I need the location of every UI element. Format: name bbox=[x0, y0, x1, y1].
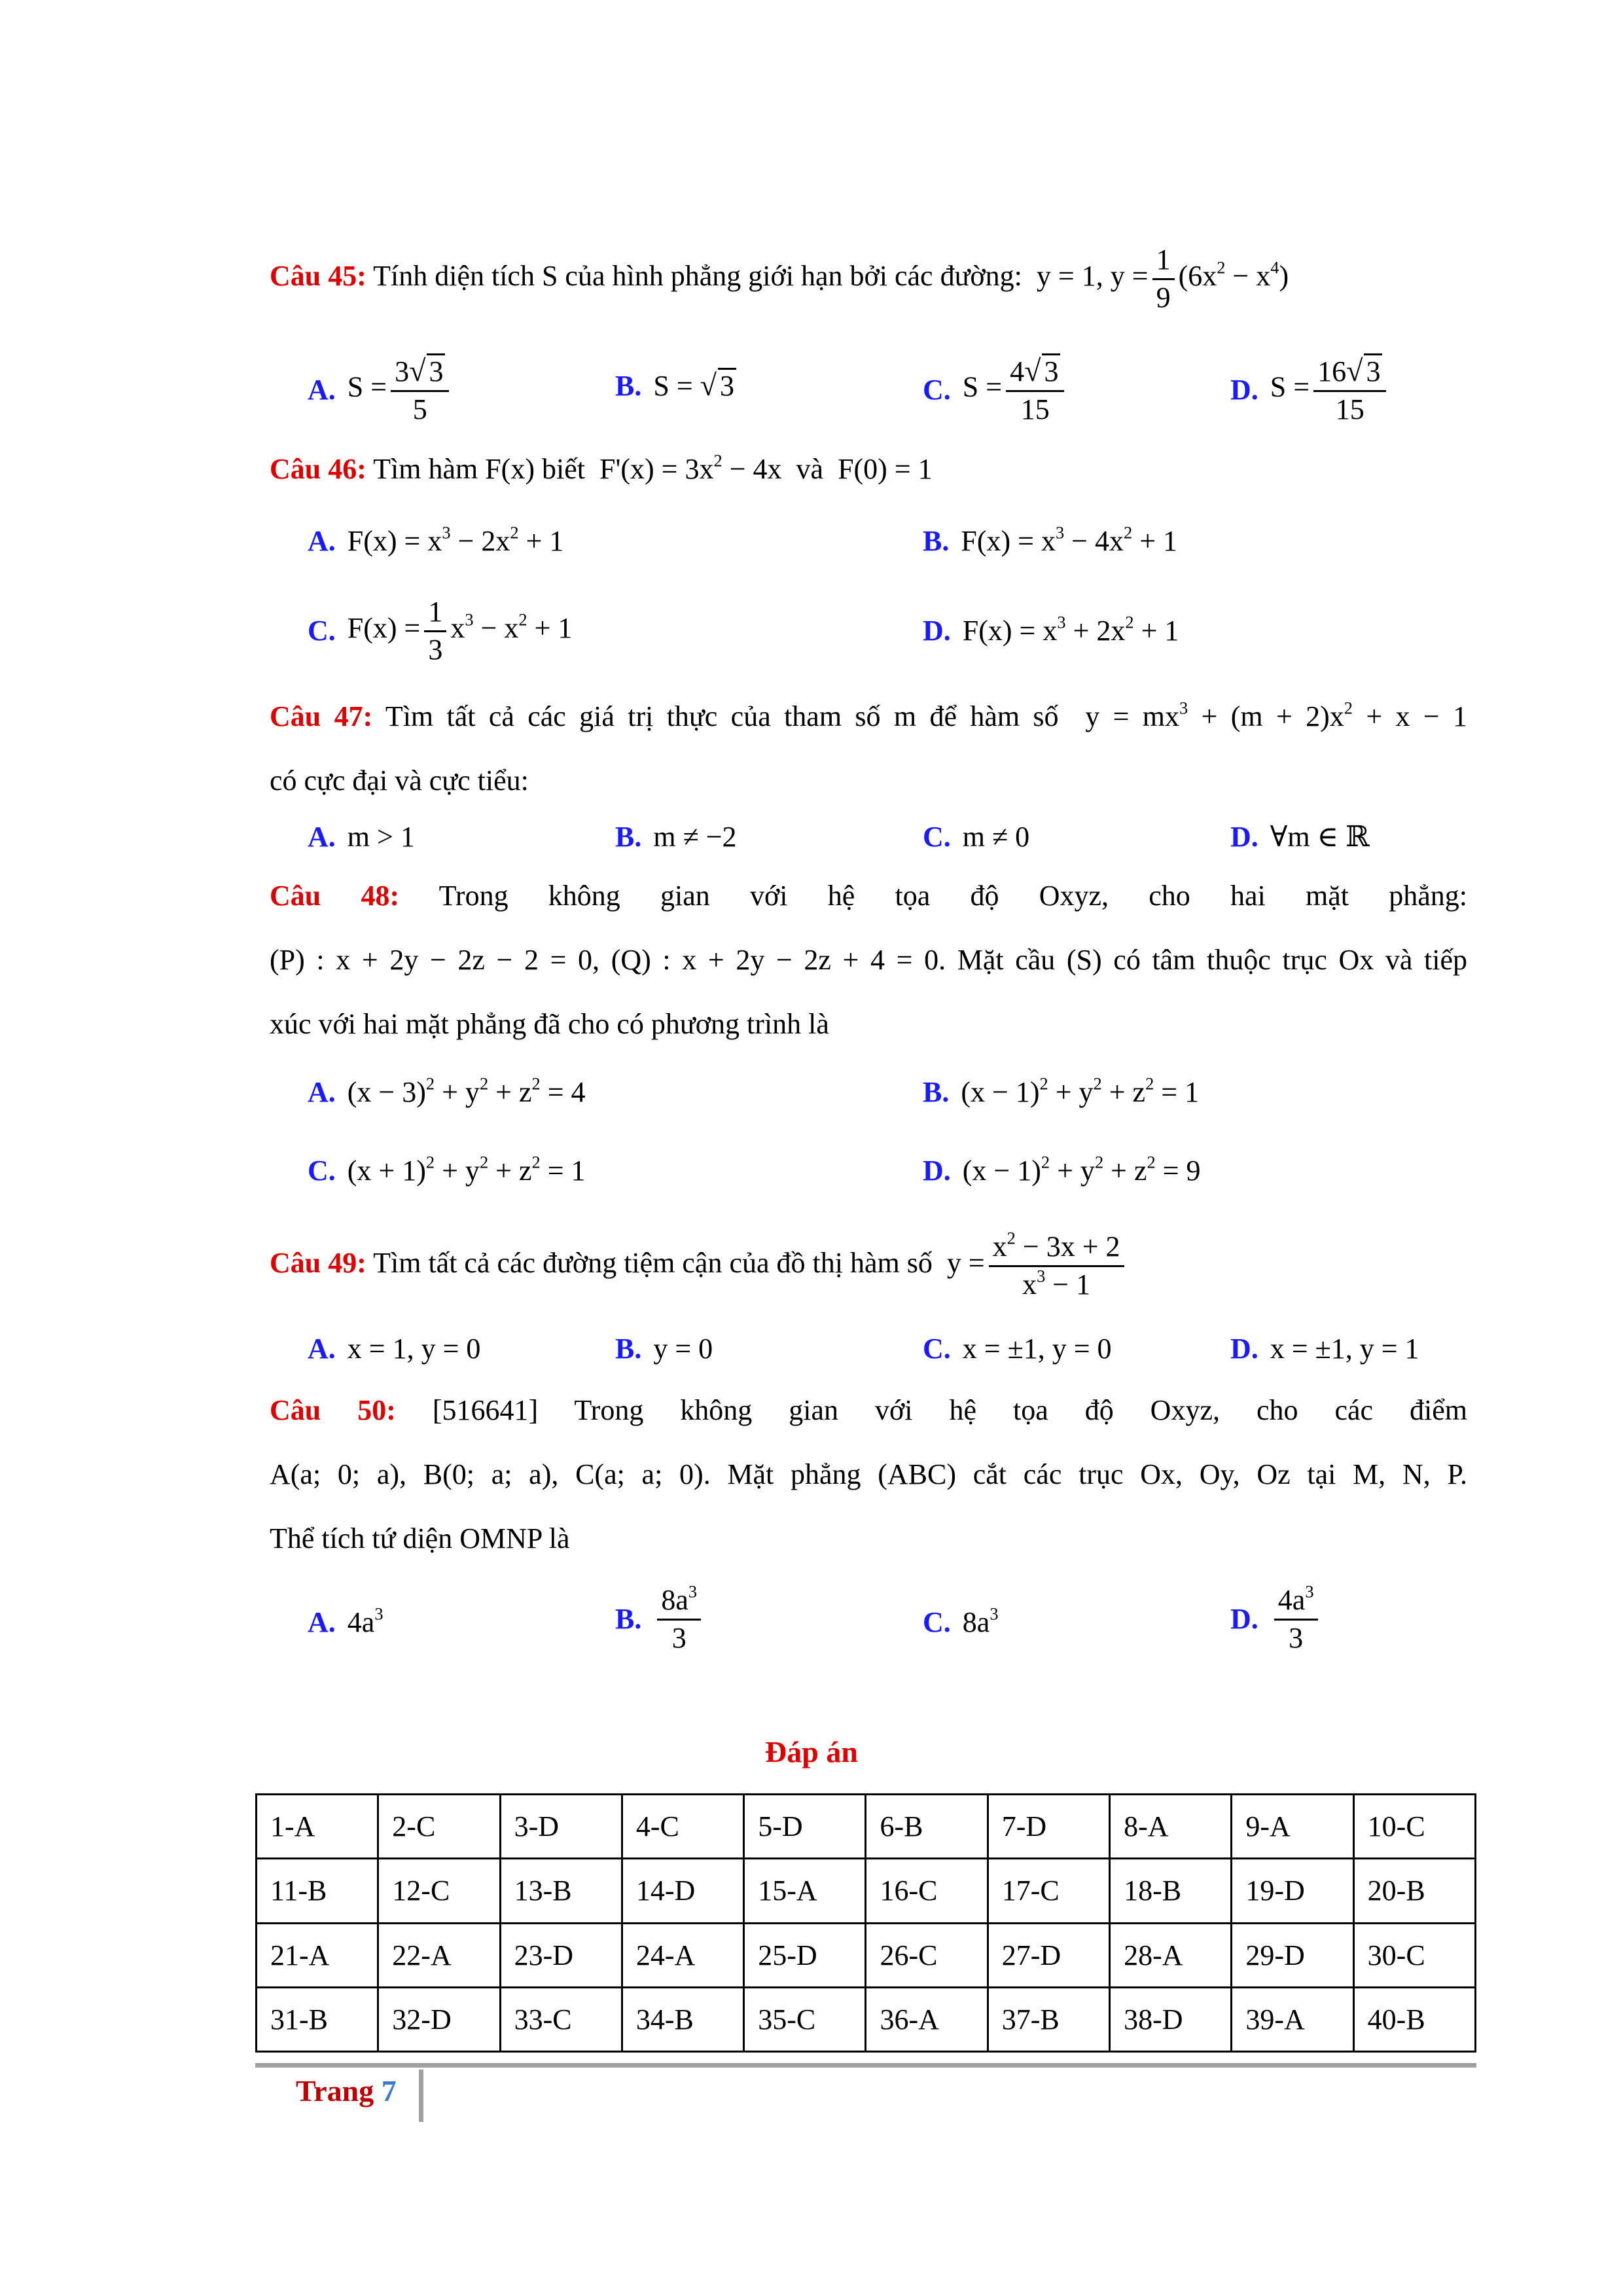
answer-cell: 21-A bbox=[257, 1923, 378, 1987]
option-50-b[interactable]: B. $\frac{8a^3}{3}$ bbox=[615, 1584, 705, 1655]
option-46-a[interactable]: A. $F(x) = x^3 - 2x^2 + 1$ bbox=[308, 522, 564, 557]
table-row bbox=[257, 1923, 1476, 1987]
answer-cell: 23-D bbox=[500, 1923, 622, 1987]
option-46-c[interactable]: C. F(x) = $\frac{1}{3}$ $x^3 - x^2 + 1$ bbox=[308, 596, 573, 666]
option-49-c[interactable]: C. x = ±1, y = 0 bbox=[923, 1333, 1112, 1365]
option-45-c[interactable]: C. S = $\frac{4√ 3}{15}$ bbox=[923, 353, 1068, 426]
answer-cell: 36-A bbox=[866, 1987, 988, 2051]
answer-cell: 15-A bbox=[744, 1859, 866, 1923]
answer-cell: 25-D bbox=[744, 1923, 866, 1987]
question-47: Câu 47: Tìm tất cả các giá trị thực của tham số m để hàm số $y = mx^3 + (m + 2)x^2 + x - 1$ có cực đại và cực tiểu: bbox=[270, 698, 1467, 797]
answer-cell: 17-C bbox=[988, 1859, 1109, 1923]
option-48-a[interactable]: A. $(x - 3)^2 + y^2 + z^2 = 4$ bbox=[308, 1073, 586, 1108]
question-text: Tính diện tích S của hình phẳng giới hạn bởi các đường: bbox=[373, 260, 1022, 293]
option-50-d[interactable]: D. $\frac{4a^3}{3}$ bbox=[1230, 1584, 1322, 1655]
answer-cell: 12-C bbox=[378, 1859, 500, 1923]
answer-cell: 33-C bbox=[500, 1987, 622, 2051]
question-45 bbox=[270, 243, 1467, 314]
option-47-b[interactable]: B. m ≠ −2 bbox=[615, 821, 737, 853]
option-49-a[interactable]: A. x = 1, y = 0 bbox=[308, 1333, 481, 1365]
option-45-d[interactable]: D. S = $\frac{16√ 3}{15}$ bbox=[1230, 353, 1390, 426]
footer-divider bbox=[419, 2070, 423, 2122]
equation: y = 1, y = $\frac{1}{9}$ $(6x^2 - x^4)$ bbox=[1029, 243, 1289, 314]
question-50: Câu 50: [516641] Trong không gian với hệ tọa độ Oxyz, cho các điểm A(a; 0; a), B(0; a; a), C(a; a; 0). Mặt phẳng (ABC) cắt các trục Ox, Oy, Oz tại M, N, P. Thể tích tứ diện OMNP là bbox=[270, 1394, 1468, 1554]
answer-cell: 26-C bbox=[866, 1923, 988, 1987]
answer-key-table bbox=[255, 1793, 1476, 2053]
option-49-d[interactable]: D. x = ±1, y = 1 bbox=[1230, 1333, 1419, 1365]
answer-cell: 5-D bbox=[744, 1795, 866, 1859]
option-45-a[interactable]: A. S = $\frac{3√ 3}{5}$ bbox=[308, 353, 453, 426]
answer-key-title: Đáp án bbox=[765, 1735, 858, 1768]
answer-cell: 9-A bbox=[1232, 1795, 1353, 1859]
table-row bbox=[257, 1795, 1476, 1859]
answer-cell: 1-A bbox=[257, 1795, 378, 1859]
footer-rule bbox=[255, 2063, 1476, 2068]
question-46: Câu 46: Tìm hàm F(x) biết $F'(x) = 3x^2 - 4x$ và F(0) = 1 bbox=[270, 450, 933, 485]
option-49-b[interactable]: B. y = 0 bbox=[615, 1333, 713, 1365]
answer-cell: 3-D bbox=[500, 1795, 622, 1859]
answer-cell: 13-B bbox=[500, 1859, 622, 1923]
answer-cell: 31-B bbox=[257, 1987, 378, 2051]
option-46-b[interactable]: B. $F(x) = x^3 - 4x^2 + 1$ bbox=[923, 522, 1178, 557]
answer-cell: 11-B bbox=[257, 1859, 378, 1923]
answer-cell: 19-D bbox=[1232, 1859, 1353, 1923]
answer-cell: 20-B bbox=[1353, 1859, 1475, 1923]
option-48-c[interactable]: C. $(x + 1)^2 + y^2 + z^2 = 1$ bbox=[308, 1152, 586, 1187]
option-47-d[interactable]: D. ∀m ∈ ℝ bbox=[1230, 821, 1370, 853]
answer-cell: 7-D bbox=[988, 1795, 1109, 1859]
answer-cell: 39-A bbox=[1232, 1987, 1353, 2051]
question-49: Câu 49: Tìm tất cả các đường tiệm cận của đồ thị hàm số y = $\frac{x^2 - 3x + 2}{x^3 - 1}$ bbox=[270, 1230, 1467, 1301]
answer-cell: 22-A bbox=[378, 1923, 500, 1987]
question-48: Câu 48: Trong không gian với hệ tọa độ Oxyz, cho hai mặt phẳng: (P) : x + 2y − 2z − 2 = 0, (Q) : x + 2y − 2z + 4 = 0. Mặt cầu (S) có tâm thuộc trục Ox và tiếp xúc với hai mặt phẳng đã cho có phương trình là bbox=[270, 880, 1468, 1040]
answer-cell: 10-C bbox=[1353, 1795, 1475, 1859]
answer-cell: 4-C bbox=[622, 1795, 743, 1859]
answer-cell: 8-A bbox=[1110, 1795, 1232, 1859]
answer-cell: 14-D bbox=[622, 1859, 743, 1923]
answer-cell: 34-B bbox=[622, 1987, 743, 2051]
page-number: Trang 7 bbox=[296, 2074, 397, 2108]
answer-cell: 30-C bbox=[1353, 1923, 1475, 1987]
answer-cell: 38-D bbox=[1110, 1987, 1232, 2051]
option-46-d[interactable]: D. $F(x) = x^3 + 2x^2 + 1$ bbox=[923, 612, 1179, 647]
option-50-c[interactable]: C. $8a^3$ bbox=[923, 1604, 999, 1638]
option-50-a[interactable]: A. $4a^3$ bbox=[308, 1604, 383, 1638]
answer-cell: 28-A bbox=[1110, 1923, 1232, 1987]
answer-cell: 2-C bbox=[378, 1795, 500, 1859]
answer-cell: 37-B bbox=[988, 1987, 1109, 2051]
answer-cell: 24-A bbox=[622, 1923, 743, 1987]
option-47-c[interactable]: C. m ≠ 0 bbox=[923, 821, 1030, 853]
table-row bbox=[257, 1859, 1476, 1923]
answer-cell: 16-C bbox=[866, 1859, 988, 1923]
answer-cell: 18-B bbox=[1110, 1859, 1232, 1923]
question-label: Câu 45: bbox=[270, 260, 366, 293]
answer-cell: 6-B bbox=[866, 1795, 988, 1859]
answer-cell: 32-D bbox=[378, 1987, 500, 2051]
answer-cell: 40-B bbox=[1353, 1987, 1475, 2051]
table-row bbox=[257, 1987, 1476, 2051]
option-48-d[interactable]: D. $(x - 1)^2 + y^2 + z^2 = 9$ bbox=[923, 1152, 1201, 1187]
option-47-a[interactable]: A. m > 1 bbox=[308, 821, 415, 853]
answer-cell: 27-D bbox=[988, 1923, 1109, 1987]
option-45-b[interactable]: B. S = √ 3 bbox=[615, 367, 736, 405]
answer-cell: 29-D bbox=[1232, 1923, 1353, 1987]
answer-cell: 35-C bbox=[744, 1987, 866, 2051]
option-48-b[interactable]: B. $(x - 1)^2 + y^2 + z^2 = 1$ bbox=[923, 1073, 1200, 1108]
